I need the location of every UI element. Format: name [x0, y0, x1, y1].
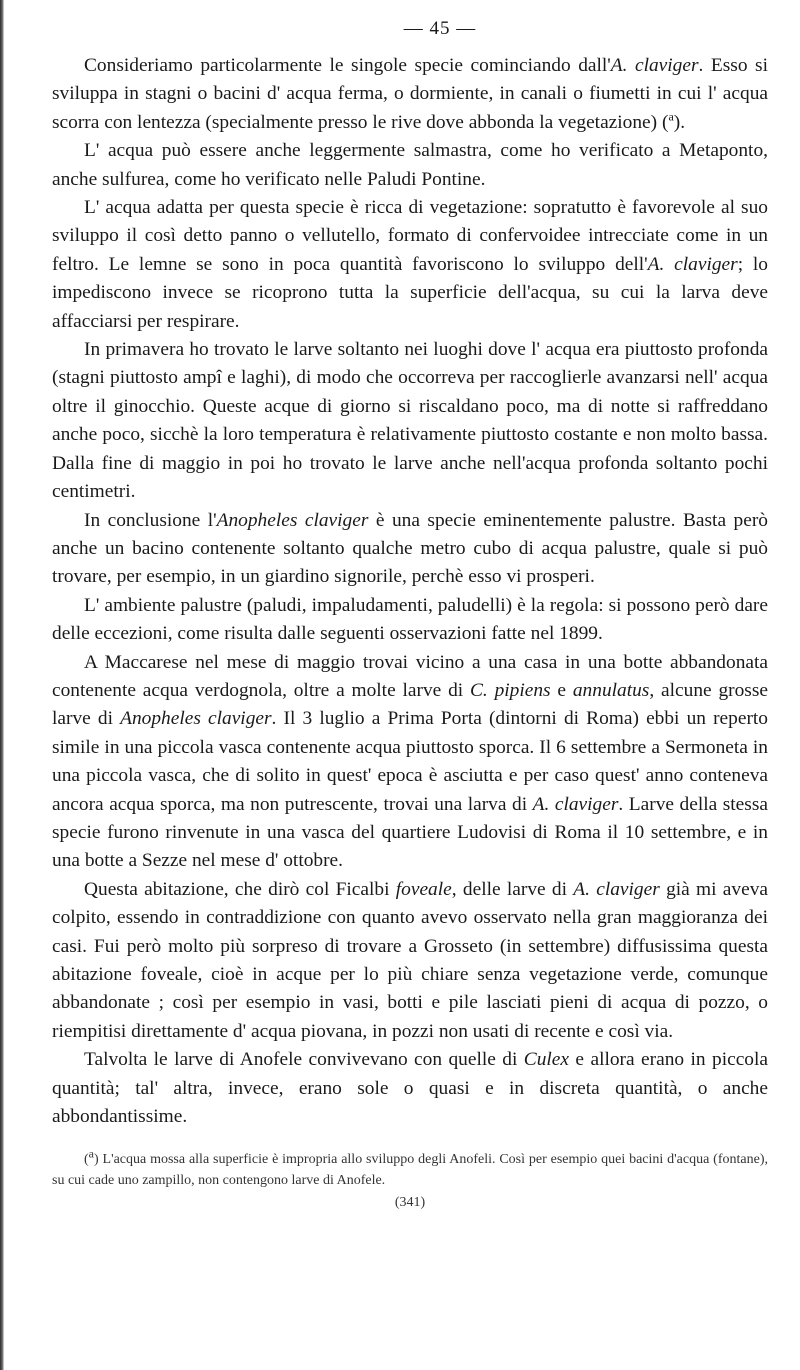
italic-term: A. claviger [610, 55, 699, 76]
text-run: In primavera ho trovato le larve soltanto nei luoghi dove l' acqua era piuttosto profonda (stagni piuttosto ampî e laghi), di modo che occorreva per raccoglierle avanzarsi nell' acqua oltre il ginocchio. Queste acque di giorno si riscaldano poco, ma di notte si raffreddano anche poco, sicchè la loro temperatura è relativamente piuttosto costante e non molto bassa. Dalla fine di maggio in poi ho trovato le larve anche nell'acqua profonda soltanto pochi centimetri. [52, 339, 768, 503]
body-text [52, 52, 768, 1131]
italic-term: Anopheles claviger [120, 708, 272, 730]
text-run: , delle larve di [451, 878, 574, 900]
italic-term: A. claviger [647, 253, 738, 275]
italic-term: Culex [523, 1049, 570, 1071]
text-run: ) L'acqua mossa alla superficie è impropria allo sviluppo degli Anofeli. Così per esempio quei bacini d'acqua (fontane), su cui cade uno zampillo, non contengono larve di Anofele. [52, 1152, 768, 1189]
paragraph [52, 1046, 768, 1131]
text-run: L' acqua può essere anche leggermente salmastra, come ho verificato a Metaponto, anche sulfurea, come ho verificato nelle Paludi Pontine. [52, 140, 768, 190]
scan-binding-edge [0, 0, 4, 1370]
paragraph [52, 876, 768, 1046]
page-reference: (341) [394, 1195, 426, 1211]
text-run: ( [84, 1152, 89, 1168]
text-run: e allora erano in piccola quantità; tal' altra, invece, erano sole o quasi e in discreta quantità, o anche abbondantissime. [52, 1049, 768, 1128]
italic-term: Anopheles claviger [216, 509, 369, 531]
italic-term: annulatus [572, 679, 650, 701]
text-run: Talvolta le larve di Anofele convivevano con quelle di [84, 1049, 524, 1071]
paragraph [52, 137, 768, 194]
italic-term: A. claviger [532, 793, 619, 815]
text-run: . Larve della stessa specie furono rinvenute in una vasca del quartiere Ludovisi di Roma il 10 settembre, e in una botte a Sezze nel mese d' ottobre. [52, 793, 768, 872]
text-run: . Esso si sviluppa in stagni o bacini d' acqua ferma, o dormiente, in canali o fiumetti in cui l' acqua scorra con lentezza (specialmente presso le rive dove abbonda la vegetazione) ( [52, 55, 768, 133]
italic-term: C. pipiens [469, 679, 551, 701]
text-run: A Maccarese nel mese di maggio trovai vicino a una casa in una botte abbandonata contenente acqua verdognola, oltre a molte larve di [52, 651, 768, 701]
paragraph [52, 592, 768, 649]
text-run: ; lo impediscono invece se ricoprono tutta la superficie dell'acqua, su cui la larva deve affacciarsi per respirare. [52, 253, 768, 332]
text-run: Questa abitazione, che dirò col Ficalbi [84, 878, 396, 900]
paragraph [52, 194, 768, 336]
text-run: , alcune grosse larve di [52, 679, 768, 730]
paragraph [52, 52, 768, 137]
text-run: è una specie eminentemente palustre. Basta però anche un bacino contenente soltanto qualche metro cubo di acqua palustre, quale si può trovare, per esempio, in un giardino signorile, perchè esso vi prosperi. [52, 509, 768, 588]
text-run: L' acqua adatta per questa specie è ricca di vegetazione: sopratutto è favorevole al suo sviluppo il così detto panno o vellutello, formato di confervoidee intrecciate come in un feltro. Le lemne se sono in poca quantità favoriscono lo sviluppo dell' [52, 197, 768, 275]
text-run: . Il 3 luglio a Prima Porta (dintorni di Roma) ebbi un reperto simile in una piccola vasca contenente acqua piuttosto sporca. Il 6 settembre a Sermoneta in una piccola vasca, che di solito in quest' epoca è asciutta e per caso quest' anno conteneva ancora acqua sporca, ma non putrescente, trovai una larva di [52, 708, 769, 815]
text-run: Consideriamo particolarmente le singole specie cominciando dall' [84, 55, 611, 76]
paragraph [52, 336, 768, 506]
page-number: — 45 — [403, 18, 477, 39]
footnote-marker: a [668, 109, 674, 124]
text-run: già mi aveva colpito, essendo in contraddizione con quanto avevo osservato nella gran maggioranza dei casi. Fui però molto più sorpreso di trovare a Grosseto (in settembre) diffusissima questa abitazione foveale, cioè in acque per lo più chiare senza vegetazione verde, comunque abbandonate ; così per esempio in vasi, botti e pile lasciati pieni di acqua di pozzo, o riempitisi direttamente d' acqua piovana, in pozzi non usati di recente e così via. [52, 878, 768, 1042]
text-run: ). [673, 111, 686, 133]
paragraph [52, 649, 768, 876]
text-run: L' ambiente palustre (paludi, impaludamenti, paludelli) è la regola: si possono però dare delle eccezioni, come risulta dalle seguenti osservazioni fatte nel 1899. [52, 594, 768, 645]
text-run: e [550, 679, 573, 701]
footnote [52, 1146, 768, 1191]
italic-term: foveale [395, 878, 452, 900]
document-page [52, 18, 768, 1211]
text-run: In conclusione l' [84, 509, 217, 531]
italic-term: A. claviger [573, 878, 660, 900]
footnote-marker: a [88, 1146, 94, 1161]
paragraph [52, 507, 768, 592]
